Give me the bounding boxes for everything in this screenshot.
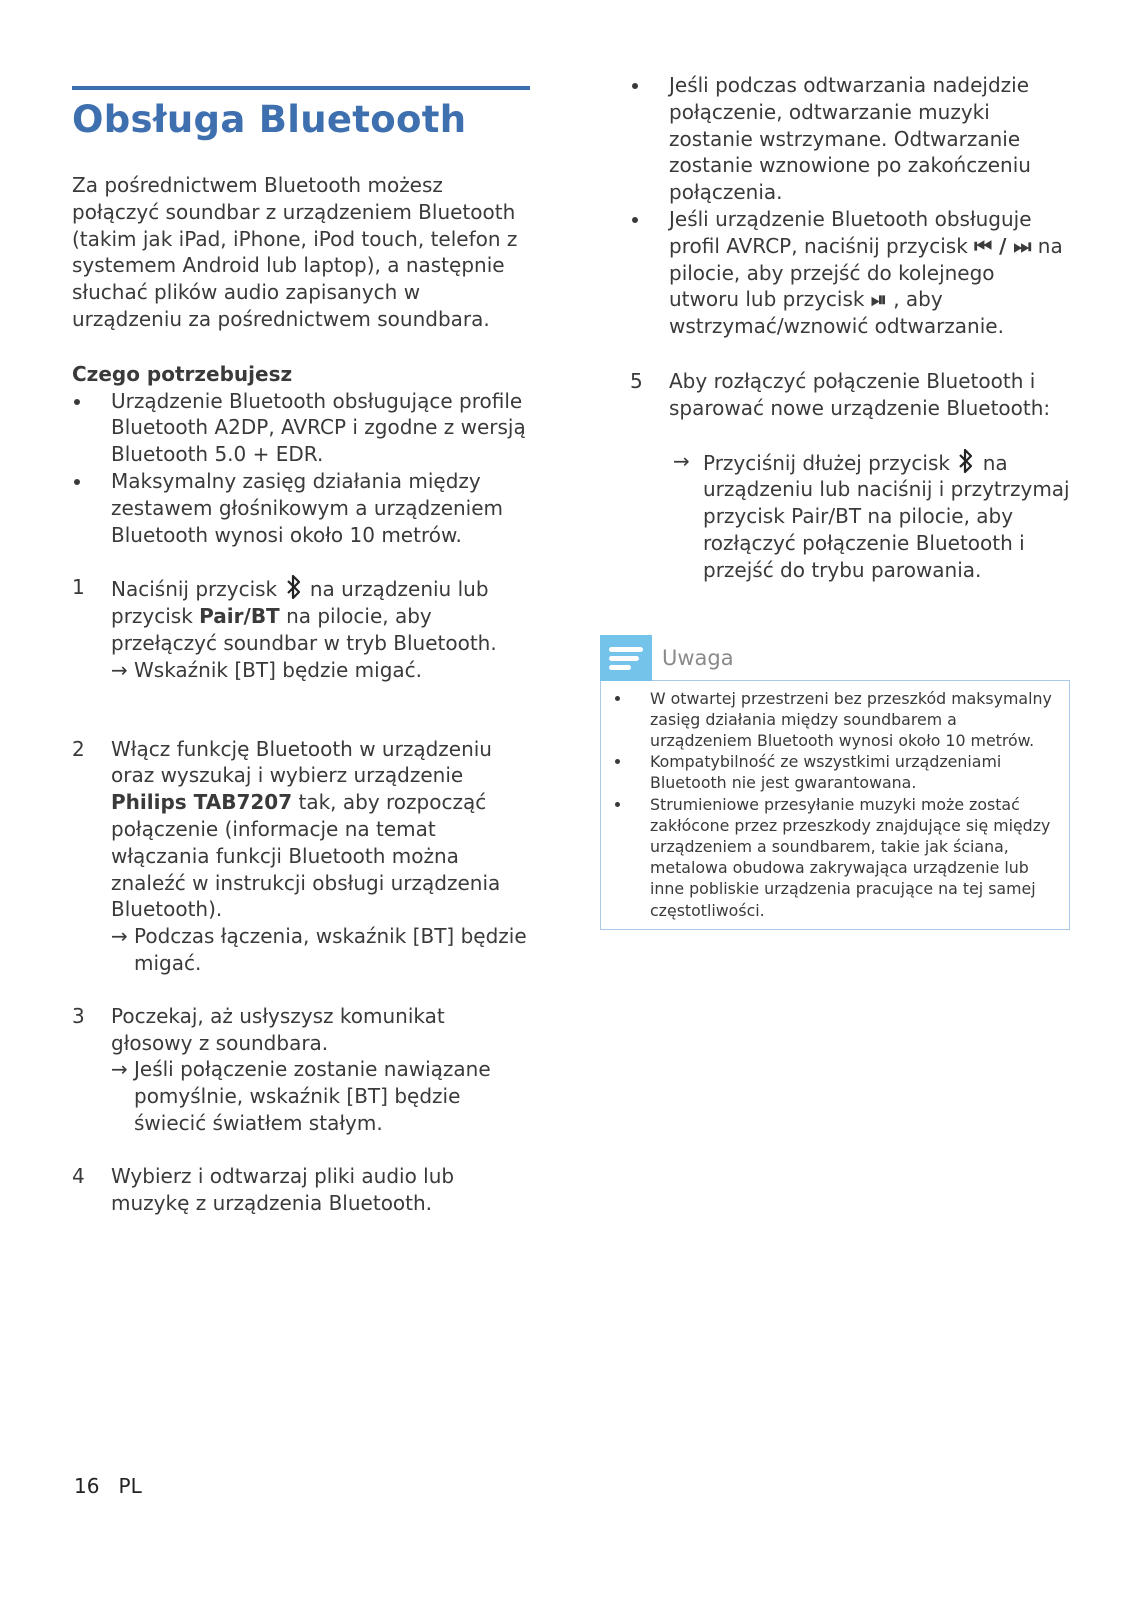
needs-list	[72, 388, 530, 549]
step-result	[111, 923, 530, 977]
step-bold: Philips TAB7207	[111, 790, 293, 815]
page-number: 16	[74, 1474, 100, 1498]
list-item: W otwartej przestrzeni bez przeszkód maksymalny zasięg działania między soundbarem a urządzeniem Bluetooth wynosi około 10 metrów.	[613, 688, 1057, 752]
list-item: Kompatybilność ze wszystkimi urządzeniami Bluetooth nie jest gwarantowana.	[613, 751, 1057, 793]
bluetooth-icon	[958, 448, 974, 474]
list-item: Jeśli podczas odtwarzania nadejdzie połączenie, odtwarzanie muzyki zostanie wstrzymane. Odtwarzanie zostanie wznowione po zakończeniu połączenia.	[630, 72, 1070, 206]
right-column	[600, 72, 1070, 930]
page-title: Obsługa Bluetooth	[72, 98, 467, 141]
step-text: na pilocie, aby przełączyć soundbar w tryb Bluetooth.	[111, 604, 497, 655]
step-result	[111, 1056, 530, 1136]
left-column	[72, 86, 530, 1216]
list-text: Jeśli urządzenie Bluetooth obsługuje profil AVRCP, naciśnij przycisk	[669, 206, 1032, 258]
result-text: Jeśli połączenie zostanie nawiązane pomyślnie, wskaźnik [BT] będzie świecić światłem stałym.	[134, 1057, 491, 1135]
list-item	[630, 206, 1070, 340]
bluetooth-icon	[286, 574, 302, 600]
arrow-right-icon: →	[111, 657, 128, 682]
step-number: 4	[72, 1163, 85, 1188]
steps-list	[72, 574, 530, 1216]
play-pause-icon: ⏯	[870, 287, 887, 312]
note-list	[613, 688, 1057, 921]
list-item: Urządzenie Bluetooth obsługujące profile Bluetooth A2DP, AVRCP i zgodne z wersją Bluetooth 5.0 + EDR.	[72, 388, 530, 468]
note-box	[600, 680, 1070, 930]
needs-heading: Czego potrzebujesz	[72, 361, 293, 386]
step-number: 3	[72, 1003, 85, 1028]
steps-list-right	[600, 368, 1070, 584]
note-icon	[600, 635, 652, 681]
step-text: Wybierz i odtwarzaj pliki audio lub muzykę z urządzenia Bluetooth.	[111, 1163, 455, 1215]
step-text: Aby rozłączyć połączenie Bluetooth i sparować nowe urządzenie Bluetooth:	[669, 368, 1051, 420]
continuation-list	[630, 72, 1070, 340]
list-text: na pilocie, aby przejść do kolejnego utworu lub przycisk	[669, 233, 1063, 312]
result-text: Wskaźnik [BT] będzie migać.	[134, 657, 423, 682]
step-number: 5	[630, 368, 643, 393]
step-4	[72, 1163, 530, 1217]
note-label: Uwaga	[662, 645, 734, 670]
prev-next-icon: ⏮ / ⏭	[974, 233, 1032, 258]
step-text: Włącz funkcję Bluetooth w urządzeniu oraz wyszukaj i wybierz urządzenie	[111, 736, 492, 788]
page-footer	[74, 1474, 142, 1498]
step-result	[111, 657, 530, 684]
step-3	[72, 1003, 530, 1137]
step-5	[600, 368, 1070, 584]
step-text: Naciśnij przycisk	[111, 577, 278, 602]
list-item: Strumieniowe przesyłanie muzyki może zostać zakłócone przez przeszkody znajdujące się między urządzeniem a soundbarem, takie jak ściana, metalowa obudowa zakrywająca urządzenie lub inne pobliskie urządzenia pracujące na tej samej częstotliwości.	[613, 794, 1057, 921]
step-bold: Pair/BT	[199, 604, 280, 629]
step-result	[673, 448, 1070, 584]
result-text: Przyciśnij dłużej przycisk	[703, 450, 950, 475]
page-language: PL	[118, 1474, 142, 1498]
result-text: Podczas łączenia, wskaźnik [BT] będzie migać.	[134, 924, 527, 975]
step-number: 1	[72, 575, 85, 600]
arrow-right-icon: →	[111, 924, 128, 949]
arrow-right-icon: →	[673, 448, 690, 473]
arrow-right-icon: →	[111, 1057, 128, 1082]
step-1	[72, 574, 530, 683]
list-item: Maksymalny zasięg działania między zestawem głośnikowym a urządzeniem Bluetooth wynosi około 10 metrów.	[72, 468, 530, 548]
step-text: tak, aby rozpocząć połączenie (informacje na temat włączania funkcji Bluetooth można znaleźć w instrukcji obsługi urządzenia Bluetooth).	[111, 790, 501, 922]
list-text: , aby wstrzymać/wznowić odtwarzanie.	[669, 287, 1004, 339]
result-text: rozłączyć połączenie Bluetooth i przejść do trybu parowania.	[703, 530, 1025, 582]
step-2	[72, 736, 530, 977]
title-rule	[72, 86, 530, 90]
step-number: 2	[72, 736, 85, 761]
result-text: na urządzeniu lub naciśnij i przytrzymaj przycisk Pair/BT na pilocie, aby	[703, 450, 1070, 529]
intro-text: Za pośrednictwem Bluetooth możesz połączyć soundbar z urządzeniem Bluetooth (takim jak iPad, iPhone, iPod touch, telefon z systemem Android lub laptop), a następnie słuchać plików audio zapisanych w urządzeniu za pośrednictwem soundbara.	[72, 173, 518, 331]
step-text: na urządzeniu lub przycisk	[111, 577, 489, 629]
step-text: Poczekaj, aż usłyszysz komunikat głosowy z soundbara.	[111, 1003, 445, 1055]
note-header	[600, 636, 1070, 680]
